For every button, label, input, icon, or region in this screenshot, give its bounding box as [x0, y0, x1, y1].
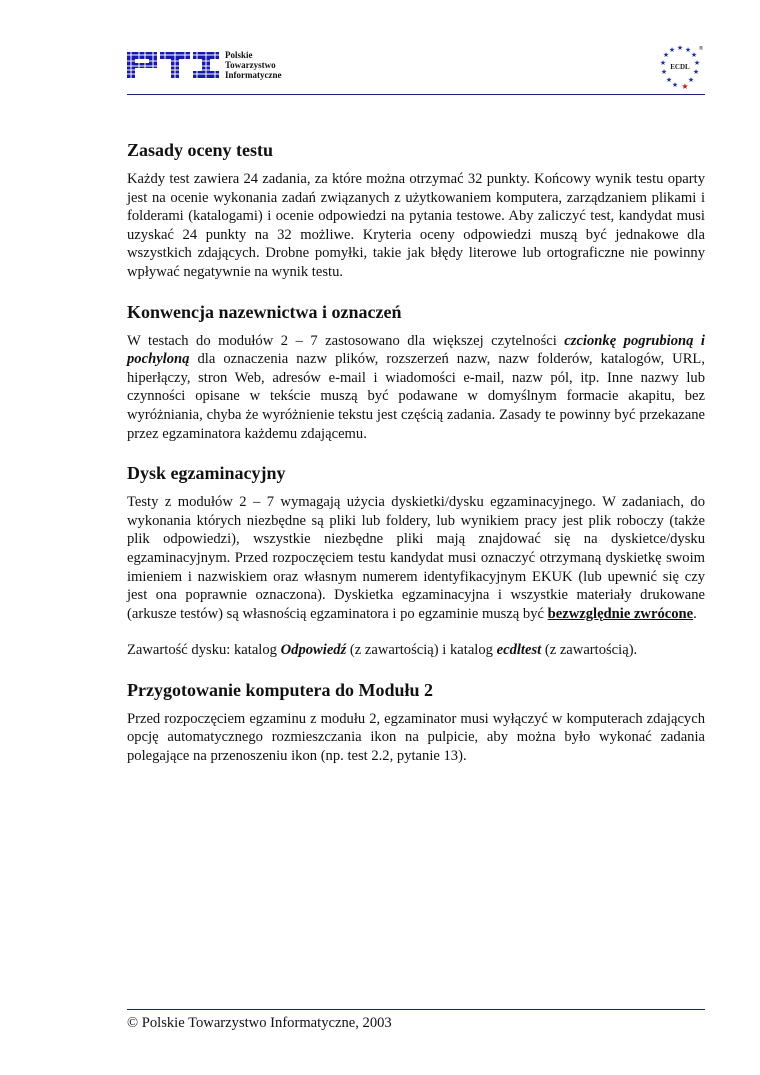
svg-text:★: ★ — [676, 44, 684, 52]
pti-org-line-2: Towarzystwo — [225, 60, 276, 70]
pti-org-line-3: Informatyczne — [225, 70, 282, 80]
svg-text:★: ★ — [665, 76, 673, 84]
text-run: W testach do modułów 2 – 7 zastosowano dla większej czytelności — [127, 332, 565, 349]
section-paragraph: Każdy test zawiera 24 zadania, za które można otrzymać 32 punkty. Końcowy wynik testu oparty jest na ocenie wykonania zadań związanych z użytkowaniem komputera, zarządzaniem plikami i folderami (katalogami) i ocenie odpowiedzi na pytania testowe. Aby zaliczyć test, kandydat musi uzyskać 24 punkty na 32 możliwe. Kryteria oceny odpowiedzi muszą być jednakowe dla wszystkich zdających. Drobne pomyłki, takie jak błędy literowe lub ortograficzne nie powinny wpływać negatywnie na wynik testu. — [127, 171, 705, 280]
section-paragraph: Przed rozpoczęciem egzaminu z modułu 2, egzaminator musi wyłączyć w komputerach zdających opcję automatycznego rozmieszczania ikon na pulpicie, aby można było wykonać zadania polegające na przenoszeniu ikon (np. test 2.2, pytanie 13). — [127, 710, 705, 765]
ecdl-stars-icon — [655, 42, 705, 94]
section-title: Przygotowanie komputera do Modułu 2 — [127, 679, 433, 700]
disk-contents-paragraph — [127, 641, 705, 660]
svg-text:★: ★ — [662, 51, 670, 59]
svg-text:★: ★ — [690, 51, 698, 59]
folder-name: Odpowiedź — [280, 642, 347, 659]
section-paragraph — [127, 332, 705, 444]
section-naming-conventions — [127, 300, 705, 444]
section-title: Zasady oceny testu — [127, 140, 274, 160]
section-title: Dysk egzaminacyjny — [127, 463, 286, 484]
svg-text:★: ★ — [693, 59, 701, 67]
pti-org-line-1: Polskie — [225, 50, 253, 60]
header-divider — [127, 94, 705, 95]
text-run: . — [693, 605, 697, 622]
text-run: Zawartość dysku: katalog — [127, 642, 281, 659]
text-run: Testy z modułów 2 – 7 wymagają użycia dyskietki/dysku egzaminacyjnego. W zadaniach, do wykonania których niezbędne są pliki lub foldery, lub wynikiem pracy jest plik roboczy (także plik odpowiedzi), wszystkie niezbędne pliki mają znajdować się na dyskietce/dysku egzaminacyjnym. Przed rozpoczęciem testu kandydat musi oznaczyć otrzymaną dyskietkę swoim imieniem i nazwiskiem oraz własnym numerem identyfikacyjnym EKUK (lub upewnić się czy jest ona poprawnie oznaczona). Dyskietka egzaminacyjna i wszystkie materiały drukowane (arkusze testów) są własnością egzaminatora i po egzaminie muszą być — [127, 494, 705, 622]
svg-text:★: ★ — [687, 76, 695, 84]
footer-divider — [127, 1009, 705, 1010]
pti-org-name — [225, 50, 281, 80]
page-header — [127, 42, 705, 94]
pti-letters-icon — [127, 52, 219, 78]
section-title: Konwencja nazewnictwa i oznaczeń — [127, 301, 402, 322]
svg-text:★: ★ — [692, 68, 700, 76]
text-run: (z zawartością). — [541, 642, 638, 659]
text-run: (z zawartością) i katalog — [346, 642, 497, 659]
ecdl-logo — [655, 42, 705, 94]
emphasis-text: bezwzględnie zwrócone — [547, 605, 694, 622]
page-footer: © Polskie Towarzystwo Informatyczne, 2003 — [127, 1015, 392, 1031]
svg-text:★: ★ — [659, 59, 667, 67]
text-run: dla oznaczenia nazw plików, rozszerzeń nazw, nazw folderów, katalogów, URL, hiperłączy, stron Web, adresów e-mail i wiadomości e-mail, nazw pól, itp. Inne nazwy lub czynności opisane w tekście muszą być podawane w domyślnym formacie akapitu, bez wyróżniania, chyba że wyróżnienie tekstu jest częścią zadania. Zasady te powinny być przekazane przez egzaminatora każdemu zdającemu. — [127, 351, 705, 442]
svg-text:★: ★ — [671, 81, 679, 89]
section-scoring-rules — [127, 138, 705, 282]
svg-text:★: ★ — [681, 82, 689, 91]
svg-text:★: ★ — [668, 46, 676, 54]
emphasis-text: czcionkę pogrubioną i pochyloną — [127, 332, 705, 368]
pti-logo — [127, 50, 281, 80]
section-exam-disk — [127, 461, 705, 660]
svg-text:★: ★ — [684, 46, 692, 54]
pti-logo-mark — [127, 52, 219, 78]
registered-mark: ® — [698, 46, 704, 52]
section-paragraph — [127, 493, 705, 623]
folder-name: ecdltest — [496, 642, 542, 659]
ecdl-label: ECDL — [670, 63, 690, 71]
section-computer-preparation — [127, 678, 705, 766]
document-body — [127, 138, 705, 784]
svg-text:★: ★ — [660, 68, 668, 76]
